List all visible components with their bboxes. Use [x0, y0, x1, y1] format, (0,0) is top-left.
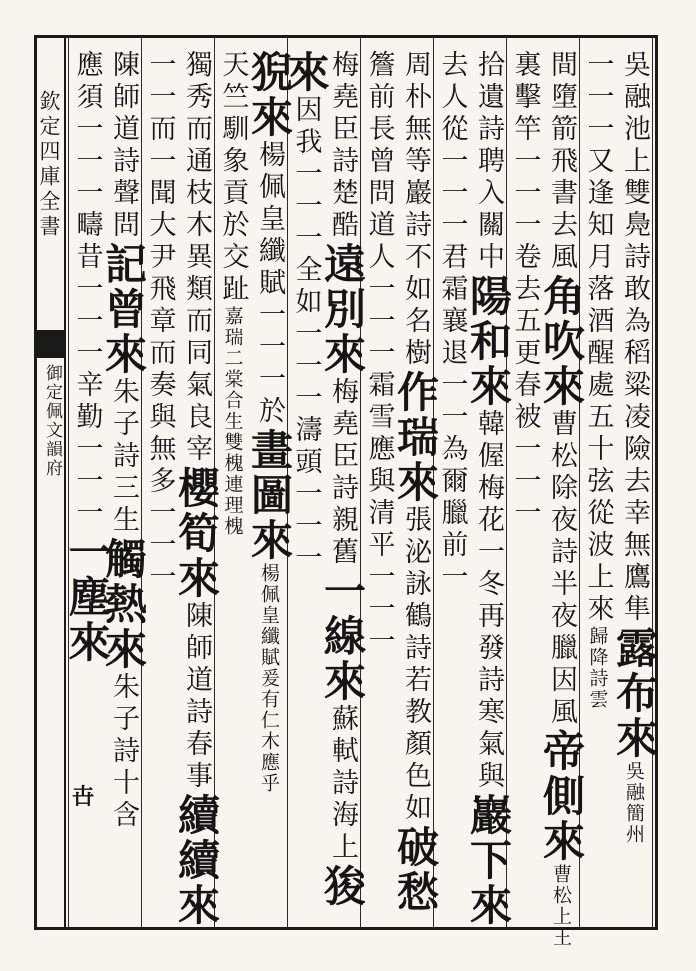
- entry-heading: 猊來: [245, 50, 294, 140]
- entry-heading: 破愁: [391, 825, 440, 915]
- body-text: 簷前長曾問道人一一一: [363, 50, 395, 370]
- entry-heading: 陽和來: [464, 274, 513, 409]
- column-rule: [360, 38, 361, 927]
- body-text: 周朴無等巖詩不如名樹: [400, 50, 431, 370]
- body-text: 曹松除夜詩半夜臘因風: [546, 409, 577, 729]
- body-text: 梅堯臣詩楚酷: [327, 50, 358, 242]
- entry-heading: 作瑞來: [391, 370, 440, 505]
- annotation-text: 嘉瑞二棠合生雙槐連理槐: [221, 306, 244, 537]
- body-text: 獨秀而通枝木異類而同氣良宰: [181, 50, 212, 466]
- entry-heading: 畫圖來: [245, 428, 294, 563]
- body-text: 吳融池上雙鳧詩敢為稻粱凌險去幸無鷹隼: [619, 50, 650, 626]
- text-column: [508, 50, 541, 920]
- text-column: [245, 50, 294, 920]
- entry-heading: 巖下來: [464, 793, 513, 928]
- book-title: 欽定四庫全書: [37, 90, 61, 240]
- body-text: 辛勤一一一: [71, 370, 103, 530]
- body-text: 濤頭一一一: [290, 415, 322, 575]
- entry-heading: 一塵來: [62, 530, 112, 665]
- text-column: [143, 50, 176, 920]
- body-text: 間墮箭飛書去風: [546, 50, 577, 274]
- body-text: 君霜襄退一一為爾臘前一: [436, 242, 468, 594]
- entry-heading: 觸熱來: [99, 537, 148, 672]
- text-column: [537, 50, 586, 948]
- body-text: 韓偓梅花一冬再發詩寒氣與: [473, 409, 504, 793]
- entry-heading: 一線來: [318, 569, 367, 704]
- folio-number: 卋: [72, 784, 95, 810]
- text-column: [318, 50, 367, 920]
- body-text: 梅堯臣詩親舊: [327, 377, 358, 569]
- body-text: 一一而一聞大尹飛章而奏與: [144, 50, 176, 434]
- body-text: 朱子詩三生: [108, 377, 139, 537]
- entry-heading: 角吹來: [537, 274, 586, 409]
- body-text: 蘇軾詩海上: [327, 704, 358, 864]
- body-text: 拾遺詩聘入關中: [473, 50, 504, 274]
- text-column: [362, 50, 395, 920]
- body-text: 疇昔一一一: [71, 210, 103, 370]
- text-column: [99, 50, 148, 920]
- column-rule: [68, 38, 69, 927]
- body-text: 霜雪應與清平一一一: [363, 370, 395, 658]
- column-rule: [141, 38, 142, 927]
- body-text: 應須一一一: [71, 50, 103, 210]
- annotation-text: 曹松上王: [550, 864, 572, 948]
- text-column: [464, 50, 513, 928]
- text-column: [610, 50, 659, 920]
- annotation-text: 歸降詩雲: [586, 626, 609, 710]
- body-text: 全如一一一: [290, 255, 322, 415]
- body-text: 張泌詠鶴詩若教顏色如: [400, 505, 431, 825]
- entry-heading: 續續來: [172, 793, 221, 928]
- body-text: 天竺馴象貢於交趾: [217, 50, 249, 306]
- body-text: 一一一又逢知月落酒醒處五十弦從波上來: [582, 50, 614, 626]
- body-text: 因我一一一: [290, 95, 322, 255]
- body-text: 裏擊竿一一一: [509, 50, 541, 242]
- annotation-text: 楊佩皇纖賦爰有仁木應乎: [258, 563, 280, 794]
- entry-heading: 露布來: [610, 626, 659, 761]
- body-text: 卷去五更春被一一一: [509, 242, 541, 530]
- entry-heading: 帝側來: [537, 729, 586, 864]
- body-text: 陳師道詩春事: [181, 601, 212, 793]
- body-text: 陳師道詩聲問: [108, 50, 139, 242]
- fish-tail-band: [34, 330, 64, 358]
- body-text: 無多一一一: [144, 434, 176, 594]
- body-text: 朱子詩十含: [108, 672, 139, 832]
- entry-heading: 狻: [318, 864, 367, 909]
- text-column: [391, 50, 440, 920]
- entry-heading: 來: [281, 50, 331, 95]
- text-column: [172, 50, 221, 928]
- entry-heading: 記曾來: [99, 242, 148, 377]
- entry-heading: 櫻筍來: [172, 466, 221, 601]
- body-text: 楊佩皇纖賦一一一於: [254, 140, 285, 428]
- column-rule: [652, 38, 653, 927]
- body-text: 去人從一一一: [436, 50, 468, 242]
- annotation-text: 吳融簡州: [623, 761, 645, 845]
- volume-title: 御定佩文韻府: [42, 364, 62, 478]
- entry-heading: 遠別來: [318, 242, 367, 377]
- text-column: [62, 50, 112, 920]
